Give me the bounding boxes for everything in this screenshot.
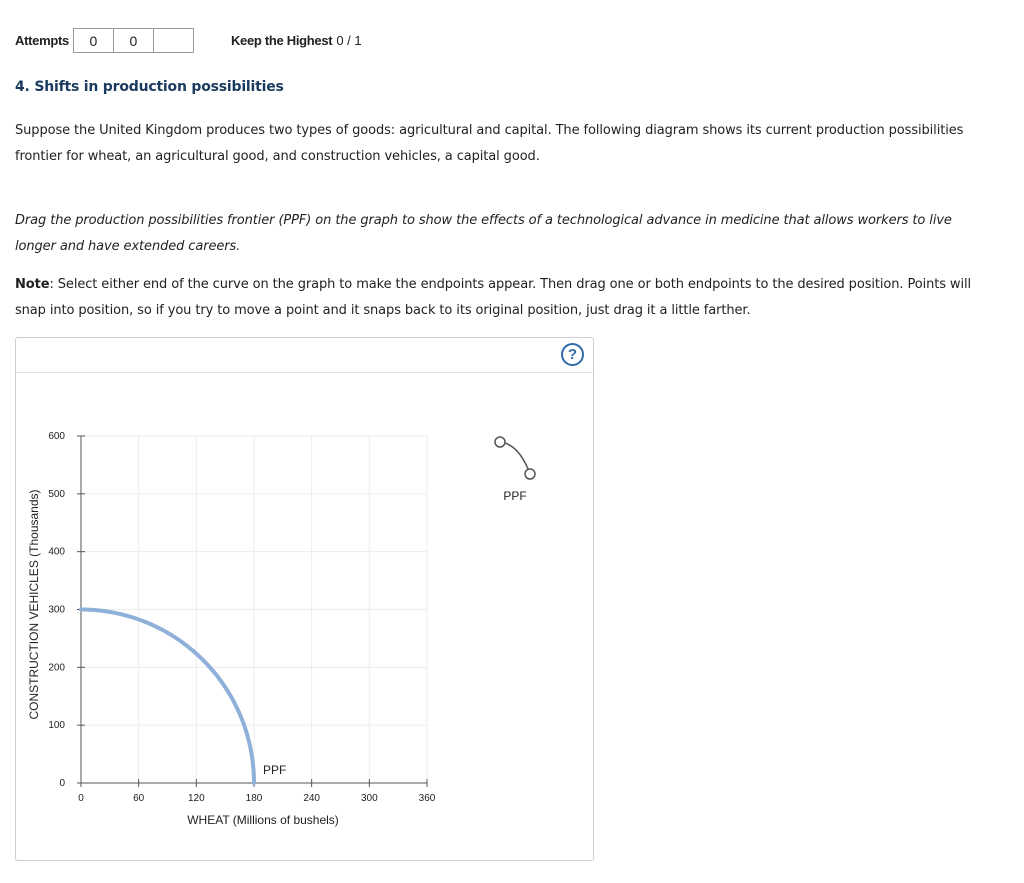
attempt-box <box>153 28 194 53</box>
palette-curve <box>500 442 530 474</box>
graph-panel <box>15 337 594 861</box>
question-title: 4. Shifts in production possibilities <box>15 79 284 95</box>
keep-highest-label <box>231 33 362 48</box>
help-icon[interactable]: ? <box>561 343 584 366</box>
note-label: Note <box>15 277 50 292</box>
ppf-curve-label: PPF <box>263 763 287 777</box>
note-text: : Select either end of the curve on the graph to make the endpoints appear. Then drag one or both endpoints to the desired position. Points will snap into position, so if you try to move a point and it snaps back to its original position, just drag it a little farther. <box>15 277 971 318</box>
question-instruction: Drag the production possibilities frontier (PPF) on the graph to show the effects of a technological advance in medicine that allows workers to live longer and have extended careers. <box>15 213 952 254</box>
x-tick-label: 0 <box>78 793 84 804</box>
palette-endpoint <box>525 469 535 479</box>
palette-endpoint <box>495 437 505 447</box>
question-note <box>15 272 990 324</box>
palette-label: PPF <box>503 489 527 503</box>
y-tick-label: 0 <box>59 778 65 789</box>
x-tick-label: 120 <box>187 793 205 804</box>
y-tick-label: 600 <box>48 431 65 442</box>
attempts-bar <box>15 27 362 54</box>
attempts-label: Attempts <box>15 33 69 48</box>
x-tick-label: 300 <box>360 793 378 804</box>
x-tick-label: 180 <box>245 793 263 804</box>
keep-highest-text: Keep the Highest <box>230 33 333 48</box>
attempt-box: 0 <box>73 28 114 53</box>
y-tick-label: 500 <box>48 488 65 500</box>
x-tick-label: 240 <box>303 793 321 804</box>
ppf-curve <box>81 610 254 784</box>
x-tick-label: 60 <box>133 793 145 804</box>
score-value: 0 / 1 <box>336 33 362 48</box>
x-tick-label: 360 <box>418 793 436 804</box>
ppf-palette-tool[interactable] <box>495 437 535 503</box>
y-tick-label: 200 <box>48 662 65 674</box>
y-tick-label: 100 <box>48 720 65 732</box>
y-axis-title: CONSTRUCTION VEHICLES (Thousands) <box>27 489 41 720</box>
attempt-box: 0 <box>113 28 154 53</box>
ppf-chart <box>16 338 593 860</box>
question-intro: Suppose the United Kingdom produces two types of goods: agricultural and capital. The following diagram shows its current production possibilities frontier for wheat, an agricultural good, and construction vehicles, a capital good. <box>15 123 964 164</box>
y-tick-label: 400 <box>48 546 65 558</box>
y-tick-label: 300 <box>48 604 65 616</box>
x-axis-title: WHEAT (Millions of bushels) <box>187 813 339 827</box>
